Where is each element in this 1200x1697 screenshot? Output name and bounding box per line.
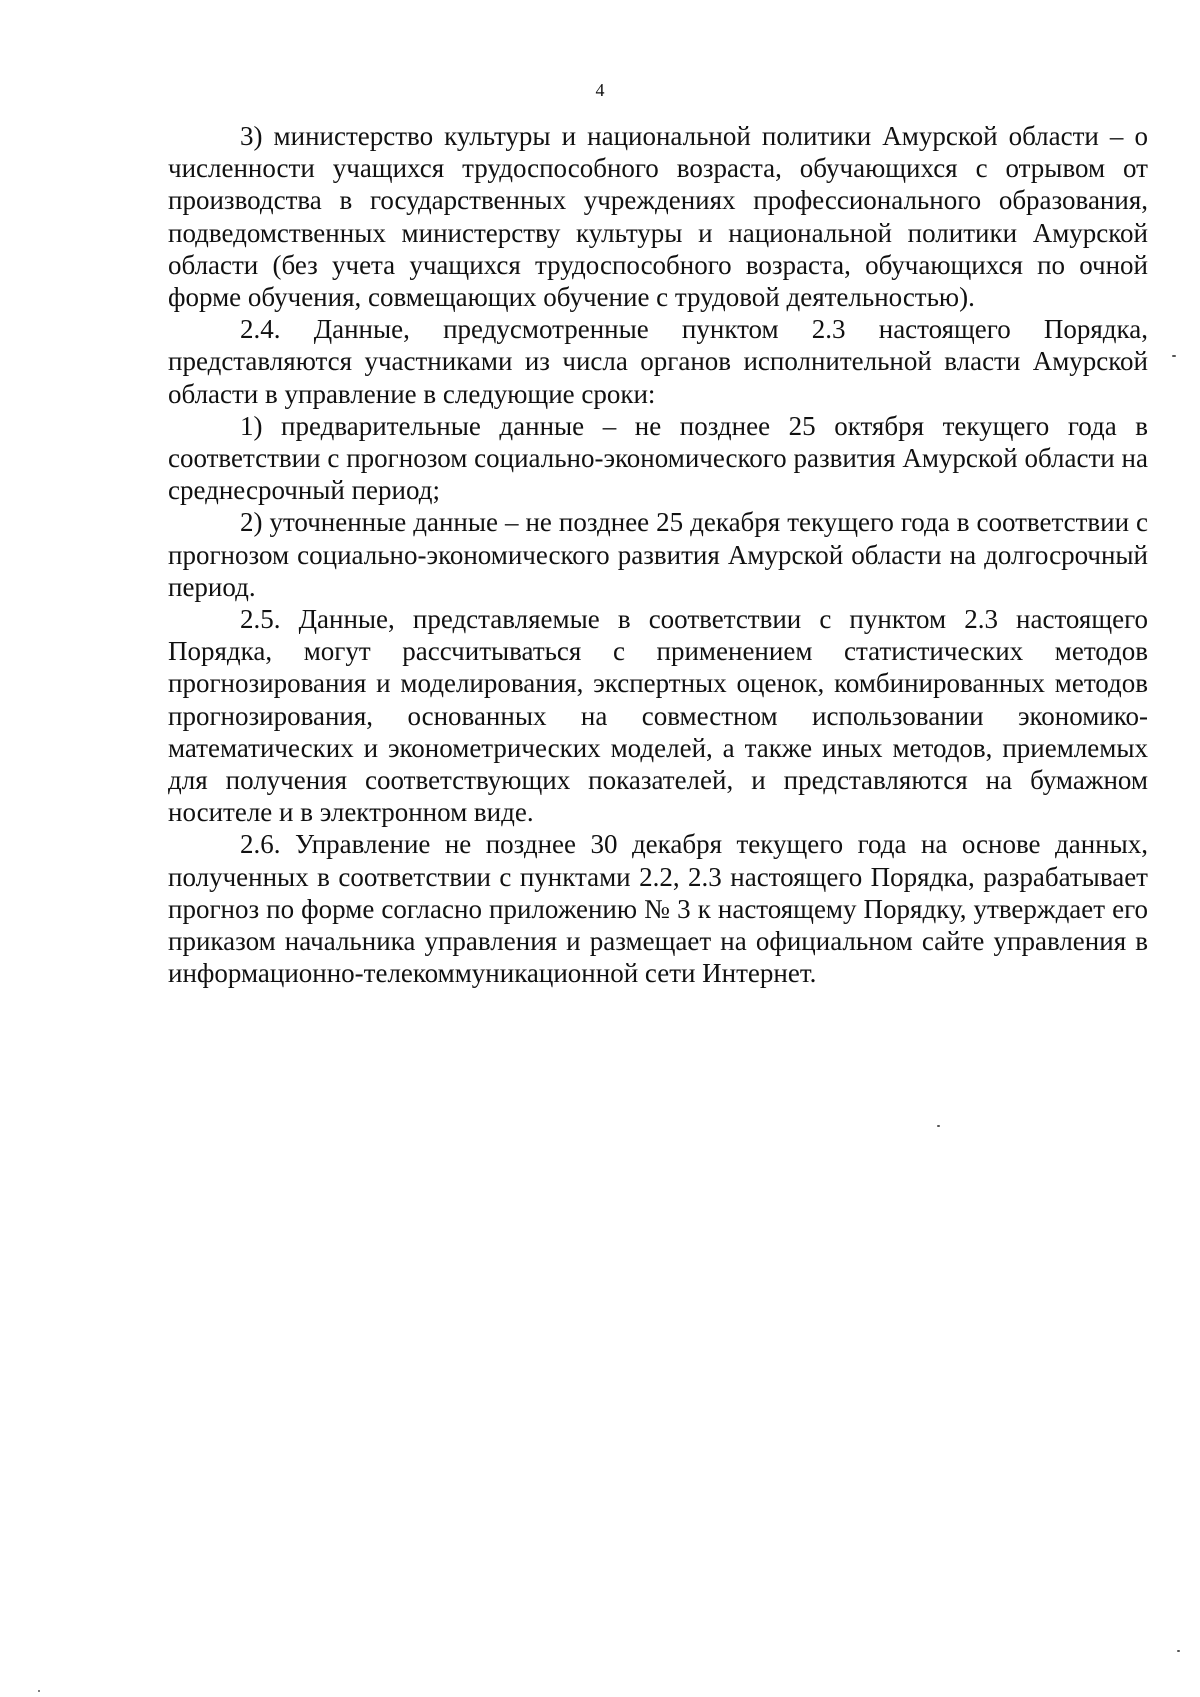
paragraph-2-4-item-2: 2) уточненные данные – не позднее 25 декабря текущего года в соответствии с прогнозом социально-экономического развития Амурской области на долгосрочный период.: [168, 507, 1148, 602]
page-number: 4: [595, 80, 605, 100]
scan-speck: [1172, 355, 1176, 357]
scan-speck: [1177, 1650, 1180, 1652]
paragraph-item-3-culture-ministry: 3) министерство культуры и национальной политики Амурской области – о численности учащихся трудоспособного возраста, обучающихся с отрывом от производства в государственных учреждениях профессионального образования, подведомственных министерству культуры и национальной политики Амурской области (без учета учащихся трудоспособного возраста, обучающихся по очной форме обучения, совмещающих обучение с трудовой деятельностью).: [168, 121, 1148, 313]
paragraph-2-5: 2.5. Данные, представляемые в соответствии с пунктом 2.3 настоящего Порядка, могут рассчитываться с применением статистических методов прогнозирования и моделирования, экспертных оценок, комбинированных методов прогнозирования, основанных на совместном использовании экономико-математических и эконометрических моделей, а также иных методов, приемлемых для получения соответствующих показателей, и представляются на бумажном носителе и в электронном виде.: [168, 604, 1148, 828]
paragraph-2-6: 2.6. Управление не позднее 30 декабря текущего года на основе данных, полученных в соответствии с пунктами 2.2, 2.3 настоящего Порядка, разрабатывает прогноз по форме согласно приложению № 3 к настоящему Порядку, утверждает его приказом начальника управления и размещает на официальном сайте управления в информационно-телекоммуникационной сети Интернет.: [168, 829, 1148, 989]
paragraph-2-4-item-1: 1) предварительные данные – не позднее 25 октября текущего года в соответствии с прогнозом социально-экономического развития Амурской области на среднесрочный период;: [168, 410, 1148, 506]
document-body: [168, 120, 1148, 989]
paragraph-2-4: 2.4. Данные, предусмотренные пунктом 2.3 настоящего Порядка, представляются участниками из числа органов исполнительной власти Амурской области в управление в следующие сроки:: [168, 314, 1148, 409]
scan-speck: [937, 1125, 940, 1127]
scan-speck: [38, 1690, 40, 1692]
